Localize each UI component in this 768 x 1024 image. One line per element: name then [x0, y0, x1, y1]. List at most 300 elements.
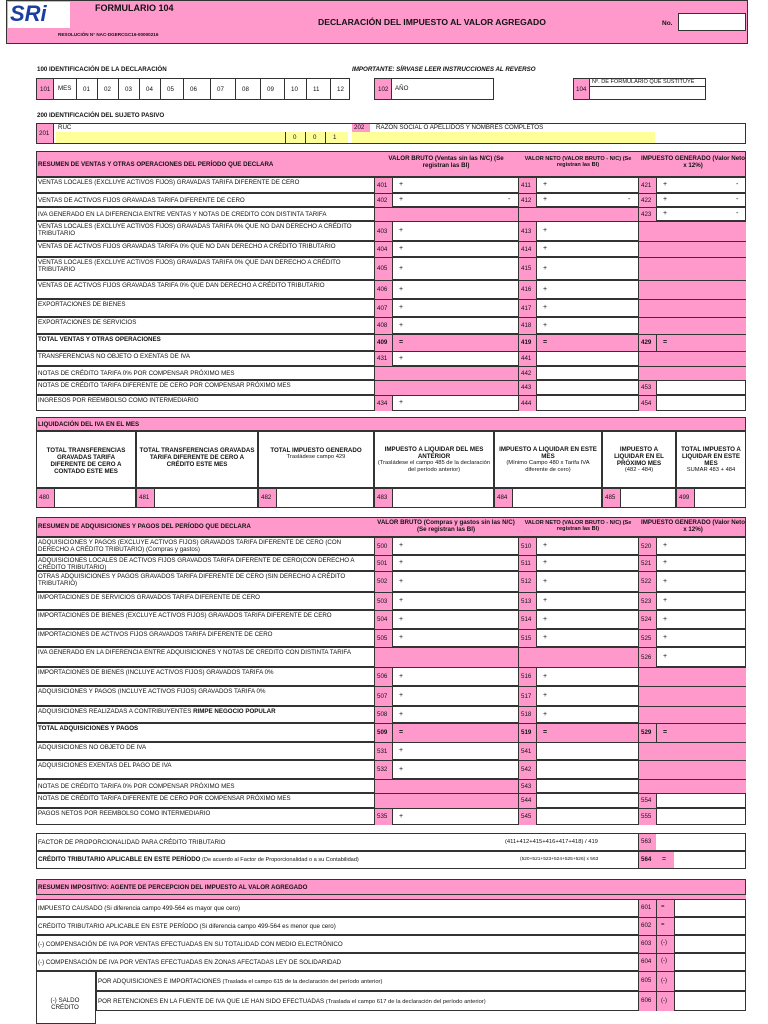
adq-sign: + — [399, 812, 404, 820]
adq-value-504[interactable] — [392, 611, 518, 629]
ventas-row-label: IVA GENERADO EN LA DIFERENCIA ENTRE VENTAS Y NOTAS DE CREDITO CON DISTINTA TARIFA — [38, 211, 327, 218]
ventas-code-429: 429 — [638, 335, 656, 351]
adq-value-506[interactable] — [392, 668, 518, 686]
ventas-code-453: 453 — [638, 381, 656, 395]
adq-code-512: 512 — [518, 572, 536, 592]
adq-empty-cell — [518, 648, 638, 667]
ventas-row-label: VENTAS LOCALES (EXCLUYE ACTIVOS FIJOS) GRAVADAS TARIFA DIFERENTE DE CERO — [38, 179, 300, 186]
adq-sign: + — [663, 653, 668, 660]
year-label: AÑO — [395, 85, 409, 92]
ventas-sign: + — [399, 354, 404, 362]
adq-code-510: 510 — [518, 538, 536, 555]
ventas-code-406: 406 — [374, 281, 392, 299]
saldo-sub-note: (Traslada el campo 615 de la declaración del período anterior) — [220, 979, 383, 985]
ruc-suffix-digit: 1 — [325, 132, 345, 143]
month-option-01[interactable]: 01 — [76, 79, 97, 99]
liq-col-head: IMPUESTO A LIQUIDAR EN ESTE MES (Mínimo Campo 480 x Tarifa IVA diferente de cero) — [497, 446, 599, 474]
resumen-sym: (-) — [656, 992, 674, 1011]
resumen-code-601: 601 — [638, 900, 656, 917]
ventas-empty-cell — [638, 367, 746, 380]
code-104: 104 — [574, 79, 590, 99]
ventas-value-412[interactable] — [536, 194, 638, 207]
liq-col-head: TOTAL IMPUESTO A LIQUIDAR EN ESTE MES SUMAR 483 + 484 — [679, 446, 743, 474]
adq-code-522: 522 — [638, 572, 656, 592]
ventas-col3-head: IMPUESTO GENERADO (Valor Neto x 12%) — [640, 155, 746, 170]
sec100-title: 100 IDENTIFICACIÓN DE LA DECLARACIÓN — [37, 66, 167, 73]
adq-code-520: 520 — [638, 538, 656, 555]
month-option-09[interactable]: 09 — [260, 79, 284, 99]
substitute-field[interactable] — [591, 88, 705, 99]
adq-value-501[interactable] — [392, 556, 518, 571]
adq-code-505: 505 — [374, 630, 392, 647]
ventas-col1-head: VALOR BRUTO (Ventas sin las N/C) (Se registran las BI) — [388, 155, 504, 170]
adq-code-514: 514 — [518, 611, 536, 629]
ventas-value-443[interactable] — [536, 381, 638, 395]
ventas-sign: + — [399, 245, 404, 252]
ventas-code-417: 417 — [518, 300, 536, 317]
adq-code-521: 521 — [638, 556, 656, 571]
adq-value-543[interactable] — [536, 780, 638, 793]
adq-value-515[interactable] — [536, 630, 638, 647]
ventas-sign: = — [543, 338, 548, 346]
adq-code-511: 511 — [518, 556, 536, 571]
adq-code-523: 523 — [638, 593, 656, 610]
resumen-row-label: (-) COMPENSACIÓN DE IVA POR VENTAS EFECTUADAS EN SU TOTALIDAD CON MEDIO ELECTRÓNICO — [38, 941, 343, 948]
adq-value-531[interactable] — [392, 743, 518, 760]
ventas-code-411: 411 — [518, 178, 536, 193]
ventas-dash: - — [736, 181, 739, 188]
liq-col-sub: SUMAR 483 + 484 — [686, 467, 736, 474]
adq-col1-head: VALOR BRUTO (Compras y gastos sin las N/C) (Se registran las BI) — [377, 519, 515, 534]
ventas-code-401: 401 — [374, 178, 392, 193]
ventas-value-454[interactable] — [656, 396, 746, 411]
ventas-code-413: 413 — [518, 222, 536, 241]
adq-code-504: 504 — [374, 611, 392, 629]
ventas-code-409: 409 — [374, 335, 392, 351]
ventas-code-405: 405 — [374, 258, 392, 280]
adq-col2-head: VALOR NETO (VALOR BRUTO - N/C) (Se registran las BI) — [524, 520, 632, 533]
adq-code-516: 516 — [518, 668, 536, 686]
resumen-field-601[interactable] — [674, 900, 746, 917]
ventas-sign: + — [543, 227, 548, 234]
ventas-row-label: TRANSFERENCIAS NO OBJETO O EXENTAS DE IVA — [38, 353, 190, 360]
adq-empty-cell — [638, 707, 746, 723]
liq-field-483[interactable] — [393, 489, 493, 507]
adq-sign: + — [543, 692, 548, 699]
adq-sign: = — [543, 728, 548, 736]
adq-row-label: ADQUISICIONES REALIZADAS A CONTRIBUYENTES RIMPE NEGOCIO POPULAR — [38, 708, 276, 715]
liq-field-499[interactable] — [695, 489, 745, 507]
adq-code-506: 506 — [374, 668, 392, 686]
adq-empty-cell — [638, 761, 746, 779]
ventas-empty-cell — [638, 281, 746, 299]
adq-code-555: 555 — [638, 809, 656, 825]
adq-value-511[interactable] — [536, 556, 638, 571]
month-option-06[interactable]: 06 — [183, 79, 210, 99]
adq-value-525[interactable] — [656, 630, 746, 647]
adq-value-513[interactable] — [536, 593, 638, 610]
adq-value-509 — [392, 724, 518, 742]
resumen-row-label: CRÉDITO TRIBUTARIO APLICABLE EN ESTE PERÍODO (Si diferencia campo 499-564 es menor que cero) — [38, 923, 336, 930]
liq-code-485: 485 — [603, 489, 621, 507]
adq-code-509: 509 — [374, 724, 392, 742]
adq-sign: + — [399, 597, 404, 604]
adq-value-517[interactable] — [536, 687, 638, 706]
substitute-label: Nº. DE FORMULARIO QUE SUSTITUYE — [590, 79, 705, 87]
adq-empty-cell — [638, 780, 746, 793]
adq-sign: + — [543, 634, 548, 641]
resumen-code-604: 604 — [638, 954, 656, 971]
adq-code-513: 513 — [518, 593, 536, 610]
ventas-empty-cell — [374, 367, 518, 380]
resumen-field-606[interactable] — [674, 992, 746, 1011]
ventas-code-454: 454 — [638, 396, 656, 411]
code-101: 101 — [37, 79, 54, 99]
adq-sign: + — [399, 615, 404, 623]
factor-formula: (411+412+415+416+417+418) / 419 — [505, 839, 598, 845]
month-option-05[interactable]: 05 — [160, 79, 183, 99]
adq-sign: + — [399, 542, 404, 549]
adq-code-543: 543 — [518, 780, 536, 793]
ventas-value-417[interactable] — [536, 300, 638, 317]
adq-sign: + — [399, 577, 404, 585]
ventas-empty-cell — [638, 222, 746, 241]
ventas-code-416: 416 — [518, 281, 536, 299]
ventas-value-411[interactable] — [536, 178, 638, 193]
adq-sign: + — [663, 577, 668, 585]
adq-value-514[interactable] — [536, 611, 638, 629]
liq-code-481: 481 — [137, 489, 155, 507]
liq-col-head: TOTAL TRANSFERENCIAS GRAVADAS TARIFA DIFERENTE DE CERO A CONTADO ESTE MES — [46, 447, 126, 476]
ventas-value-434[interactable] — [392, 396, 518, 411]
ventas-sign: + — [543, 321, 548, 329]
resumen-field-604[interactable] — [674, 954, 746, 971]
adq-value-512[interactable] — [536, 572, 638, 592]
adq-code-515: 515 — [518, 630, 536, 647]
adq-value-555[interactable] — [656, 809, 746, 825]
adq-value-542[interactable] — [536, 761, 638, 779]
liq-code-484: 484 — [495, 489, 513, 507]
ventas-dash: - — [736, 196, 739, 203]
resumen-code-605: 605 — [638, 972, 656, 991]
ventas-value-406[interactable] — [392, 281, 518, 299]
code-563: 563 — [638, 834, 656, 850]
ventas-code-421: 421 — [638, 178, 656, 193]
ventas-code-407: 407 — [374, 300, 392, 317]
year-field[interactable] — [412, 79, 492, 99]
ventas-empty-cell — [374, 208, 518, 221]
adq-empty-cell — [374, 794, 518, 808]
month-label: MES — [58, 85, 72, 92]
ventas-sign: + — [663, 181, 668, 188]
adq-code-519: 519 — [518, 724, 536, 742]
ventas-value-405[interactable] — [392, 258, 518, 280]
ventas-value-429 — [656, 335, 746, 351]
adq-value-502[interactable] — [392, 572, 518, 592]
ventas-value-444[interactable] — [536, 396, 638, 411]
ventas-sign: + — [399, 285, 404, 293]
adq-row-label: TOTAL ADQUISICIONES Y PAGOS — [38, 725, 139, 732]
adq-value-510[interactable] — [536, 538, 638, 555]
ruc-suffix-digit: 0 — [285, 132, 305, 143]
adq-sign: + — [543, 672, 548, 680]
ventas-value-404[interactable] — [392, 242, 518, 257]
adq-row-label: ADQUISICIONES Y PAGOS (EXCLUYE ACTIVOS FIJOS) GRAVADOS TARIFA DIFERENTE DE CERO (CON DERECHO A CRÉDITO TRIBUTARIO) (Compras y gastos) — [38, 539, 342, 554]
ventas-sign: + — [399, 304, 404, 311]
ventas-code-422: 422 — [638, 194, 656, 207]
month-option-10[interactable]: 10 — [284, 79, 306, 99]
ventas-code-414: 414 — [518, 242, 536, 257]
ventas-sign: + — [399, 264, 404, 272]
adq-value-535[interactable] — [392, 809, 518, 825]
code-564: 564 — [638, 852, 656, 868]
ventas-empty-cell — [638, 258, 746, 280]
month-option-08[interactable]: 08 — [235, 79, 260, 99]
ventas-value-441[interactable] — [536, 352, 638, 366]
ventas-value-422[interactable] — [656, 194, 746, 207]
ventas-row-label: NOTAS DE CRÉDITO TARIFA DIFERENTE DE CERO POR COMPENSAR PRÓXIMO MES — [38, 382, 291, 389]
adq-sign: + — [543, 710, 548, 718]
saldo-sub-label: POR ADQUISICIONES E IMPORTACIONES (Traslada el campo 615 de la declaración del período anterior) — [98, 978, 383, 985]
adq-sign: = — [663, 728, 668, 736]
credito-label-main: CRÉDITO TRIBUTARIO APLICABLE EN ESTE PERÍODO — [38, 856, 201, 863]
resumen-code-602: 602 — [638, 918, 656, 935]
adq-code-526: 526 — [638, 648, 656, 667]
adq-value-500[interactable] — [392, 538, 518, 555]
month-option-12[interactable]: 12 — [330, 79, 350, 99]
month-option-07[interactable]: 07 — [210, 79, 235, 99]
adq-sign: + — [543, 615, 548, 623]
form-number-field[interactable] — [678, 13, 746, 31]
adq-code-502: 502 — [374, 572, 392, 592]
liq-field-481[interactable] — [155, 489, 257, 507]
ventas-value-413[interactable] — [536, 222, 638, 241]
liq-col-head: TOTAL TRANSFERENCIAS GRAVADAS TARIFA DIFERENTE DE CERO A CRÉDITO ESTE MES — [139, 447, 255, 469]
adq-code-532: 532 — [374, 761, 392, 779]
adq-sign: + — [399, 692, 404, 699]
adq-value-508[interactable] — [392, 707, 518, 723]
adq-sign: + — [663, 559, 668, 566]
liq-code-499: 499 — [677, 489, 695, 507]
adq-sign: + — [399, 765, 404, 773]
saldo-label: (-) SALDO CRÉDITO — [50, 997, 80, 1012]
ventas-code-402: 402 — [374, 194, 392, 207]
ventas-code-408: 408 — [374, 318, 392, 334]
ventas-value-414[interactable] — [536, 242, 638, 257]
main-title: DECLARACIÓN DEL IMPUESTO AL VALOR AGREGADO — [318, 17, 546, 27]
adq-value-544[interactable] — [536, 794, 638, 808]
ventas-row-label: VENTAS DE ACTIVOS FIJOS GRAVADAS TARIFA 0% QUE DAN DERECHO A CRÉDITO TRIBUTARIO — [38, 282, 325, 289]
adq-value-523[interactable] — [656, 593, 746, 610]
liq-field-480[interactable] — [55, 489, 135, 507]
adq-row-label: PAGOS NETOS POR REEMBOLSO COMO INTERMEDIARIO — [38, 810, 211, 817]
ventas-code-443: 443 — [518, 381, 536, 395]
ventas-value-431[interactable] — [392, 352, 518, 366]
credito-field[interactable] — [675, 852, 745, 868]
ventas-value-401[interactable] — [392, 178, 518, 193]
adq-value-532[interactable] — [392, 761, 518, 779]
ventas-sign: + — [399, 227, 404, 234]
adq-col3-head: IMPUESTO GENERADO (Valor Neto x 12%) — [640, 519, 746, 534]
adq-code-544: 544 — [518, 794, 536, 808]
liq-field-484[interactable] — [513, 489, 601, 507]
credito-label-note: (De acuerdo al Factor de Proporcionalidad o a su Contabilidad) — [200, 857, 359, 863]
adq-row-label-emph: RIMPE NEGOCIO POPULAR — [193, 708, 276, 715]
adq-code-524: 524 — [638, 611, 656, 629]
adq-empty-cell — [638, 743, 746, 760]
ventas-value-442[interactable] — [536, 367, 638, 380]
adq-sign: + — [543, 559, 548, 566]
ventas-sign: + — [399, 196, 404, 203]
adq-row-label: NOTAS DE CRÉDITO TARIFA DIFERENTE DE CERO POR COMPENSAR PRÓXIMO MES — [38, 795, 291, 802]
liq-code-480: 480 — [37, 489, 55, 507]
ventas-dash: - — [736, 210, 739, 217]
ventas-value-423[interactable] — [656, 208, 746, 221]
ventas-value-408[interactable] — [392, 318, 518, 334]
month-option-11[interactable]: 11 — [306, 79, 330, 99]
ventas-sign: + — [543, 196, 548, 203]
ventas-value-403[interactable] — [392, 222, 518, 241]
ventas-sign: + — [399, 399, 404, 406]
ventas-row-label: EXPORTACIONES DE BIENES — [38, 301, 126, 308]
business-name-field[interactable] — [352, 132, 655, 143]
credito-formula: (520+521+523+524+525+526) x 563 — [520, 857, 599, 862]
adq-row-label: IMPORTACIONES DE ACTIVOS FIJOS GRAVADOS TARIFA DIFERENTE DE CERO — [38, 631, 273, 638]
ventas-empty-cell — [374, 381, 518, 395]
adq-code-545: 545 — [518, 809, 536, 825]
adq-sign: + — [663, 542, 668, 549]
ventas-row-label: NOTAS DE CRÉDITO TARIFA 0% POR COMPENSAR PRÓXIMO MES — [38, 370, 235, 377]
adq-row-label: OTRAS ADQUISICIONES Y PAGOS GRAVADOS TARIFA DIFERENTE DE CERO (SIN DERECHO A CRÉDITO TRIBUTARIO) — [38, 573, 346, 588]
month-option-04[interactable]: 04 — [139, 79, 160, 99]
adq-code-507: 507 — [374, 687, 392, 706]
adq-sign: + — [399, 747, 404, 754]
resolution-number: RESOLUCIÓN N° NAC-DGERCGC16-00000216 — [58, 32, 159, 37]
liq-col-head: IMPUESTO A LIQUIDAR EN EL PRÓXIMO MES (482 - 484) — [605, 446, 673, 474]
ventas-code-434: 434 — [374, 396, 392, 411]
ventas-code-442: 442 — [518, 367, 536, 380]
code-102: 102 — [375, 79, 392, 99]
adq-value-507[interactable] — [392, 687, 518, 706]
adq-value-522[interactable] — [656, 572, 746, 592]
resumen-sym: = — [656, 918, 674, 935]
saldo-sub-note: (Traslada el campo 617 de la declaración del período anterior) — [324, 999, 486, 1005]
code-201: 201 — [37, 124, 54, 143]
adq-sign: + — [663, 597, 668, 604]
ventas-empty-cell — [638, 352, 746, 366]
month-option-02[interactable]: 02 — [97, 79, 118, 99]
ventas-empty-cell — [638, 300, 746, 317]
ventas-col2-head: VALOR NETO (VALOR BRUTO - N/C) (Se registran las BI) — [524, 156, 632, 169]
ventas-dash: - — [628, 196, 631, 203]
credito-label — [38, 856, 359, 863]
adq-code-518: 518 — [518, 707, 536, 723]
resumen-field-605[interactable] — [674, 972, 746, 991]
ventas-value-418[interactable] — [536, 318, 638, 334]
ventas-value-453[interactable] — [656, 381, 746, 395]
adq-value-521[interactable] — [656, 556, 746, 571]
month-option-03[interactable]: 03 — [118, 79, 139, 99]
ventas-sign: = — [399, 338, 404, 346]
liq-field-485[interactable] — [621, 489, 675, 507]
liquidacion-header — [36, 417, 746, 431]
adq-value-541[interactable] — [536, 743, 638, 760]
code-202: 202 — [352, 124, 370, 132]
ventas-row-label: EXPORTACIONES DE SERVICIOS — [38, 319, 137, 326]
factor-field[interactable] — [657, 834, 745, 850]
adq-code-508: 508 — [374, 707, 392, 723]
adq-code-517: 517 — [518, 687, 536, 706]
adq-value-503[interactable] — [392, 593, 518, 610]
liq-col-head: IMPUESTO A LIQUIDAR DEL MES ANTERIOR (Trasládese el campo 485 de la declaración del período anterior) — [377, 446, 491, 473]
ventas-value-415[interactable] — [536, 258, 638, 280]
adq-row-label: IMPORTACIONES DE SERVICIOS GRAVADOS TARIFA DIFERENTE DE CERO — [38, 594, 260, 601]
ventas-row-label: VENTAS LOCALES (EXCLUYE ACTIVOS FIJOS) GRAVADAS TARIFA 0% QUE DAN DERECHO A CRÉDITO TRIBUTARIO — [38, 259, 341, 274]
adq-row-label: IMPORTACIONES DE BIENES (EXCLUYE ACTIVOS FIJOS) GRAVADOS TARIFA DIFERENTE DE CERO — [38, 612, 332, 619]
ventas-title: RESUMEN DE VENTAS Y OTRAS OPERACIONES DEL PERÍODO QUE DECLARA — [38, 161, 274, 168]
ventas-sign: + — [543, 245, 548, 252]
ventas-empty-cell — [638, 242, 746, 257]
liq-code-483: 483 — [375, 489, 393, 507]
adq-value-554[interactable] — [656, 794, 746, 808]
adq-row-label: ADQUISICIONES LOCALES DE ACTIVOS FIJOS GRAVADOS TARIFA DIFERENTE DE CERO(CON DERECHO A CRÉDITO TRIBUTARIO) — [38, 557, 355, 572]
adq-value-545[interactable] — [536, 809, 638, 825]
liq-col-head: TOTAL IMPUESTO GENERADO Trasládese campo 429 — [261, 447, 371, 461]
adq-code-541: 541 — [518, 743, 536, 760]
resumen-sym: (-) — [656, 972, 674, 991]
adq-sign: + — [399, 672, 404, 680]
adq-row-label: ADQUISICIONES Y PAGOS (INCLUYE ACTIVOS FIJOS) GRAVADOS TARIFA 0% — [38, 688, 266, 695]
sec200-title: 200 IDENTIFICACIÓN DEL SUJETO PASIVO — [37, 112, 165, 119]
adq-value-516[interactable] — [536, 668, 638, 686]
ventas-value-402[interactable] — [392, 194, 518, 207]
liq-col-sub: (Trasládese el campo 485 de la declaración del período anterior) — [377, 460, 491, 473]
adq-value-518[interactable] — [536, 707, 638, 723]
ventas-sign: + — [543, 181, 548, 188]
ventas-value-409 — [392, 335, 518, 351]
factor-label: FACTOR DE PROPORCIONALIDAD PARA CRÉDITO TRIBUTARIO — [38, 839, 226, 846]
ventas-value-421[interactable] — [656, 178, 746, 193]
adq-row-label: IVA GENERADO EN LA DIFERENCIA ENTRE ADQUISICIONES Y NOTAS DE CREDITO CON DISTINTA TARIFA — [38, 649, 351, 656]
adq-value-505[interactable] — [392, 630, 518, 647]
ventas-value-407[interactable] — [392, 300, 518, 317]
ventas-sign: = — [663, 338, 668, 346]
ventas-code-415: 415 — [518, 258, 536, 280]
adq-value-519 — [536, 724, 638, 742]
adq-sign: + — [663, 634, 668, 641]
adq-code-529: 529 — [638, 724, 656, 742]
adq-row-label: IMPORTACIONES DE BIENES (INCLUYE ACTIVOS FIJOS) GRAVADOS TARIFA 0% — [38, 669, 274, 676]
ventas-value-416[interactable] — [536, 281, 638, 299]
adq-sign: + — [399, 710, 404, 718]
resumen-sym: (-) — [656, 936, 674, 953]
ventas-sign: + — [543, 285, 548, 293]
resumen-sym: (-) — [656, 954, 674, 971]
adq-row-label: NOTAS DE CRÉDITO TARIFA 0% POR COMPENSAR PRÓXIMO MES — [38, 783, 235, 790]
adq-value-524[interactable] — [656, 611, 746, 629]
adq-row-label: ADQUISICIONES EXENTAS DEL PAGO DE IVA — [38, 762, 172, 769]
resumen-field-602[interactable] — [674, 918, 746, 935]
resumen-field-603[interactable] — [674, 936, 746, 953]
adq-empty-cell — [638, 687, 746, 706]
ventas-code-444: 444 — [518, 396, 536, 411]
adq-empty-cell — [374, 780, 518, 793]
adq-value-520[interactable] — [656, 538, 746, 555]
resumen-code-606: 606 — [638, 992, 656, 1011]
ventas-empty-cell — [518, 208, 638, 221]
adq-value-526[interactable] — [656, 648, 746, 667]
liq-field-482[interactable] — [277, 489, 373, 507]
